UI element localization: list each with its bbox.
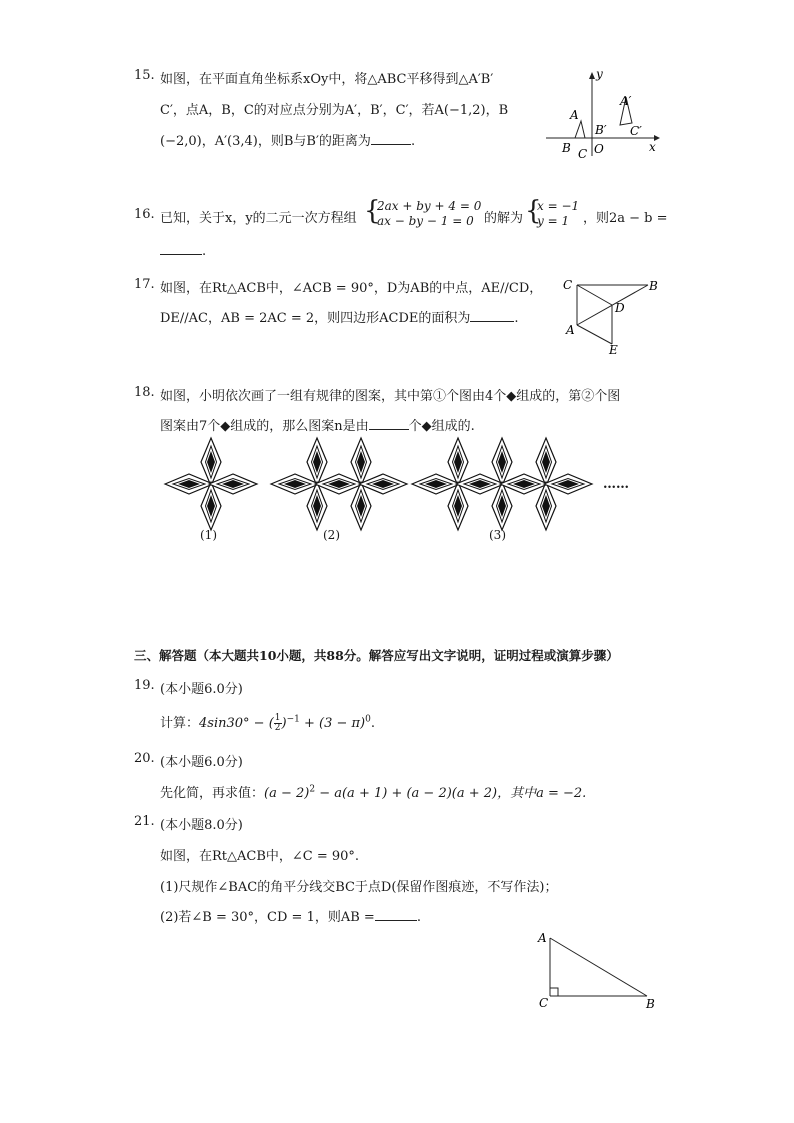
question-text: .: [410, 134, 416, 149]
label-a-prime: A′: [620, 94, 632, 108]
expression: .: [370, 716, 376, 731]
segment-cd: [577, 285, 612, 305]
points-label: (本小题8.0分): [160, 818, 243, 833]
exponent: −1: [286, 714, 300, 725]
fraction-denominator: 2: [274, 723, 281, 733]
question-text: DE//AC，AB = 2AC = 2，则四边形ACDE的面积为: [160, 311, 471, 326]
answer-line: [160, 244, 206, 259]
label-c: C: [539, 996, 549, 1010]
diamond-pattern-figure: [160, 436, 640, 532]
label-d: D: [615, 301, 625, 315]
question-text: 的解为: [484, 211, 524, 226]
question-text: 如图，在平面直角坐标系xOy中，将△ABC平移得到△A′B′: [160, 72, 494, 87]
solution-x: x = −1: [537, 199, 580, 213]
answer-blank: [375, 920, 417, 921]
question-text: 计算：: [160, 716, 200, 731]
question-text-expr: [160, 782, 586, 801]
label-b: B: [649, 279, 658, 293]
right-triangle-figure: [532, 926, 662, 1012]
fraction-numerator: 1: [274, 713, 281, 723]
y-axis-arrow: [589, 72, 595, 79]
coordinate-figure: [540, 64, 662, 160]
label-x: x: [649, 140, 656, 154]
question-number: 16.: [134, 207, 155, 222]
quadrilateral-figure: [560, 274, 664, 358]
question-number: 20.: [134, 751, 155, 766]
question-text: .: [514, 311, 519, 326]
question-number: 21.: [134, 814, 155, 829]
question-text: 个◆组成的.: [408, 419, 475, 434]
question-text: 如图，在Rt△ACB中，∠ACB = 90°，D为AB的中点，AE//CD，: [160, 281, 543, 296]
question-text: (−2,0)，A′(3,4)，则B与B′的距离为: [160, 134, 371, 149]
section-heading: 三、解答题（本大题共10小题，共88分。解答应写出文字说明，证明过程或演算步骤）: [134, 648, 619, 663]
pattern-1: [165, 438, 257, 530]
expression: + (3 − π): [299, 716, 366, 731]
triangle-abc: [575, 121, 585, 138]
points-label: (本小题6.0分): [160, 682, 243, 697]
question-text: 图案由7个◆组成的，那么图案n是由: [160, 419, 369, 434]
segment-ae: [577, 325, 612, 344]
expression: − a(a + 1) + (a − 2)(a + 2)，其中a = −2.: [315, 786, 587, 801]
question-text: .: [202, 244, 207, 259]
question-text: 如图，小明依次画了一组有规律的图案，其中第①个图由4个◆组成的，第②个图: [160, 389, 621, 404]
caption-3: (3): [489, 528, 506, 542]
question-number: 18.: [134, 385, 155, 400]
question-text: (2)若∠B = 30°，CD = 1，则AB =: [160, 910, 375, 925]
label-a: A: [566, 323, 575, 337]
label-a: A: [570, 108, 579, 122]
pattern-2: [271, 438, 407, 530]
question-text-line3: [160, 906, 421, 925]
exponent: 0: [365, 714, 371, 725]
equation-1: 2ax + by + 4 = 0: [377, 199, 482, 213]
label-b: B: [562, 141, 571, 155]
label-c: C: [563, 278, 573, 292]
question-text-line2: [160, 307, 519, 326]
label-b: B: [646, 997, 655, 1011]
pattern-3: [412, 438, 592, 530]
label-b-prime: B′: [595, 123, 607, 137]
exponent: 2: [309, 784, 316, 795]
question-text: 已知，关于x，y的二元一次方程组: [160, 211, 357, 226]
question-number: 15.: [134, 68, 155, 83]
right-angle-mark: [550, 988, 558, 996]
answer-blank: [160, 254, 202, 255]
question-text: C′，点A，B，C的对应点分别为A′，B′，C′，若A(−1,2)，B: [160, 103, 509, 118]
answer-blank: [369, 429, 409, 430]
question-text: ，则2a − b =: [583, 211, 668, 226]
label-y: y: [596, 67, 603, 81]
question-text: 先化简，再求值：: [160, 786, 265, 801]
equation-2: ax − by − 1 = 0: [377, 214, 474, 228]
expression: (a − 2): [264, 786, 310, 801]
label-a: A: [538, 931, 547, 945]
points-label: (本小题6.0分): [160, 755, 243, 770]
ellipsis: ……: [603, 477, 629, 492]
solution-y: y = 1: [537, 214, 570, 228]
question-text: 如图，在Rt△ACB中，∠C = 90°.: [160, 849, 360, 864]
expression: ): [281, 716, 287, 731]
label-c-prime: C′: [630, 124, 642, 138]
caption-1: (1): [200, 528, 217, 542]
question-text-line3: [160, 130, 415, 149]
question-text-line2: [160, 415, 475, 434]
label-c: C: [578, 147, 588, 160]
answer-blank: [371, 144, 411, 145]
brace-left: {: [525, 196, 542, 226]
question-number: 17.: [134, 277, 155, 292]
question-number: 19.: [134, 678, 155, 693]
fraction: [274, 714, 282, 733]
answer-blank: [470, 321, 514, 322]
caption-2: (2): [323, 528, 340, 542]
label-e: E: [609, 343, 618, 357]
expression: 4sin30° − (: [199, 716, 274, 731]
brace-left: {: [364, 196, 381, 226]
label-o: O: [594, 142, 604, 156]
question-text: (1)尺规作∠BAC的角平分线交BC于点D(保留作图痕迹，不写作法)；: [160, 880, 558, 895]
question-text-expr: [160, 712, 375, 733]
segment-ab: [550, 938, 647, 996]
question-text: .: [416, 910, 421, 925]
